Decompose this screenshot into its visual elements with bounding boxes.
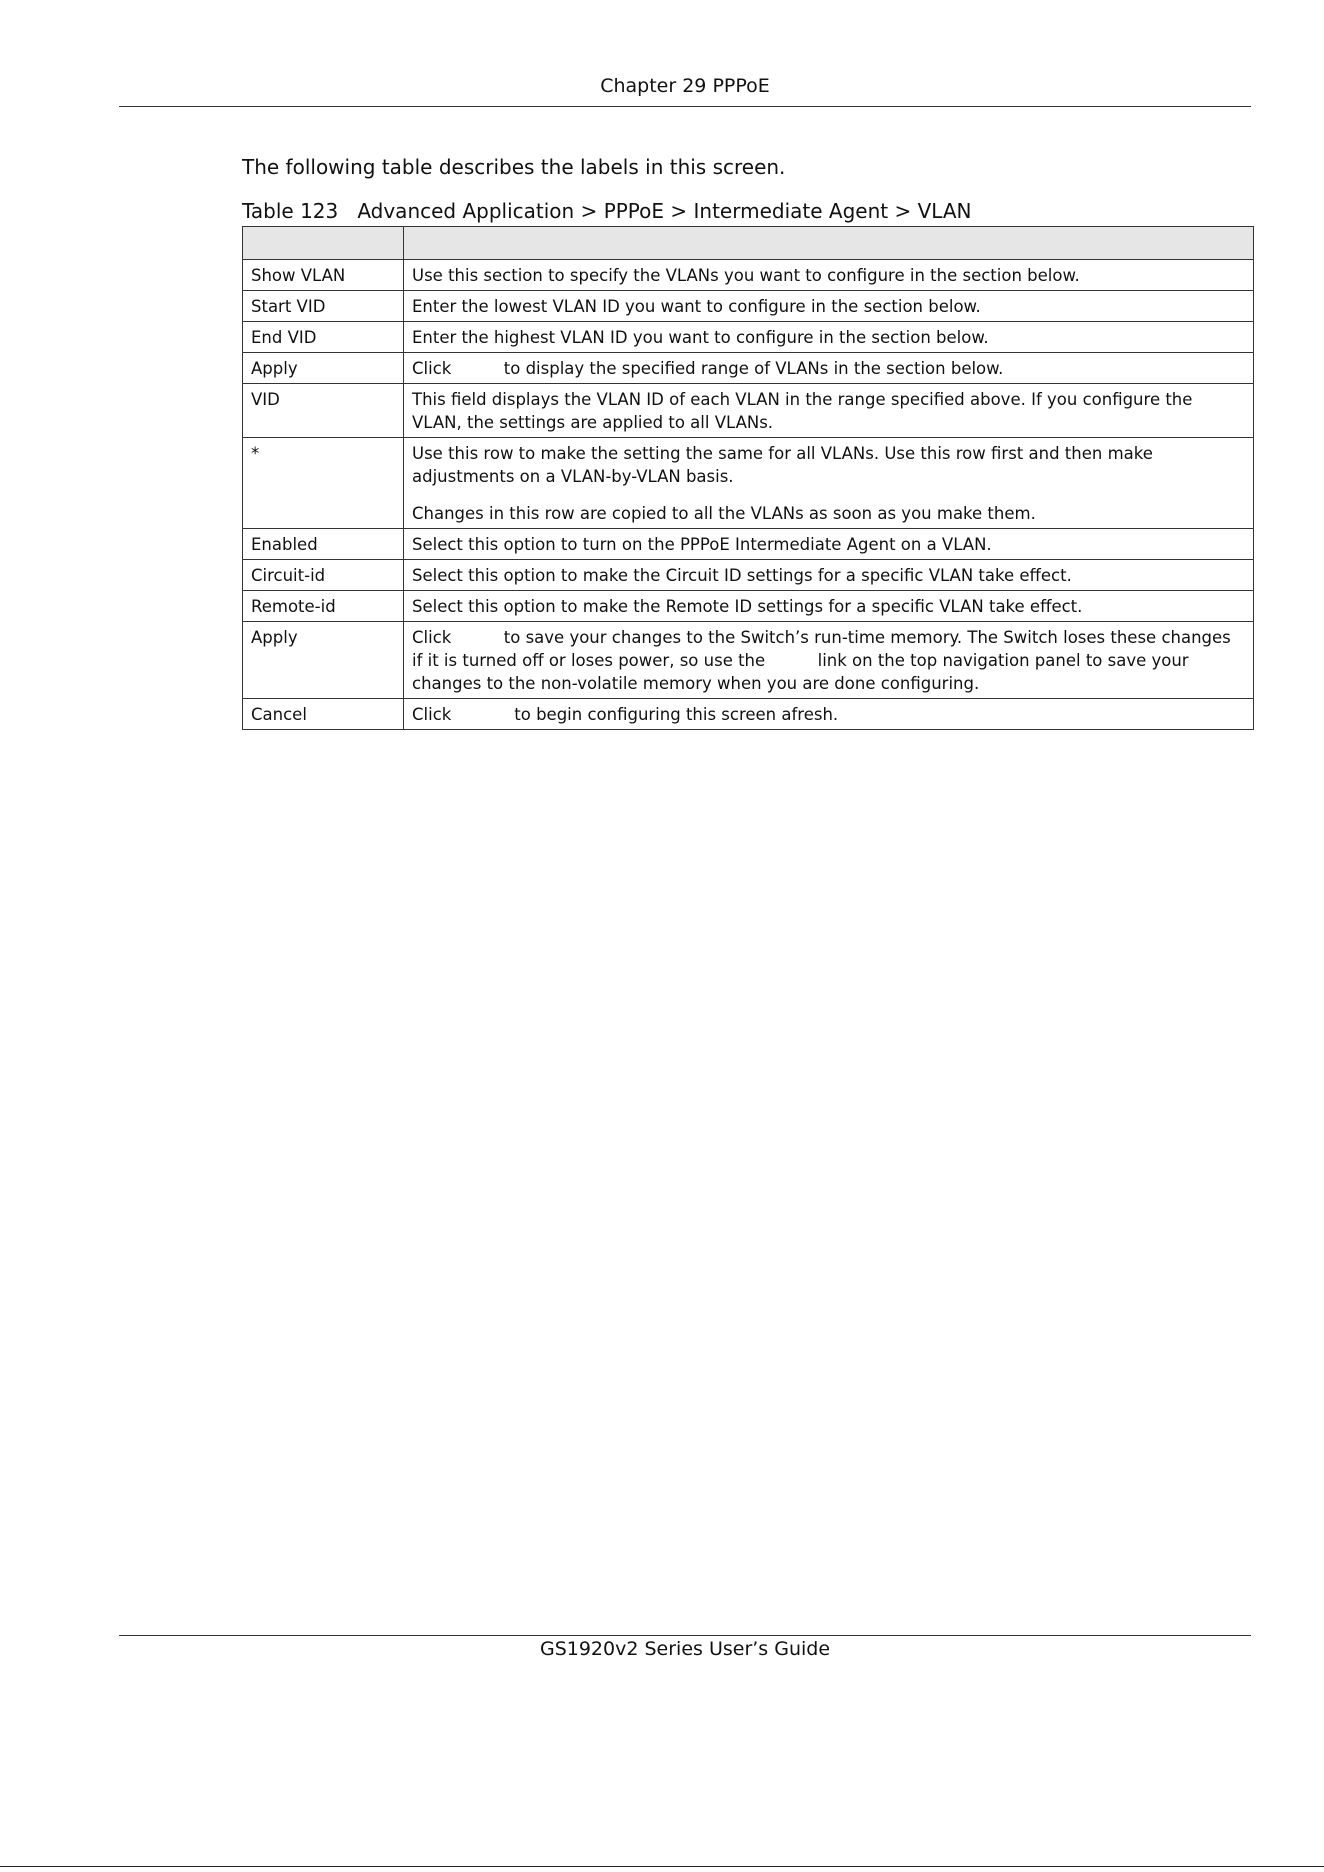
page-header-title: Chapter 29 PPPoE	[600, 75, 770, 97]
row-description	[404, 353, 1254, 384]
row-description	[404, 622, 1254, 699]
table-caption: Table 123 Advanced Application > PPPoE > Intermediate Agent > VLAN	[242, 199, 972, 223]
description-paragraph: Select this option to turn on the PPPoE Intermediate Agent on a VLAN.	[412, 535, 992, 554]
footer-divider	[119, 1635, 1251, 1636]
labels-description-table	[242, 226, 1254, 730]
table-row	[243, 438, 1254, 529]
table-row	[243, 291, 1254, 322]
row-label: Remote-id	[243, 591, 404, 622]
description-paragraph: Enter the lowest VLAN ID you want to configure in the section below.	[412, 297, 981, 316]
table-row	[243, 591, 1254, 622]
description-paragraph: Click to save your changes to the Switch’s run-time memory. The Switch loses these changes if it is turned off or loses power, so use the link on the top navigation panel to save your changes to the non-volatile memory when you are done configuring.	[412, 628, 1237, 693]
row-label: Show VLAN	[243, 260, 404, 291]
page-bottom-edge	[0, 1866, 1324, 1867]
intro-paragraph: The following table describes the labels in this screen.	[242, 155, 786, 179]
description-paragraph: This field displays the VLAN ID of each VLAN in the range specified above. If you configure the VLAN, the settings are applied to all VLANs.	[412, 390, 1198, 432]
description-paragraph: Enter the highest VLAN ID you want to configure in the section below.	[412, 328, 989, 347]
row-description	[404, 699, 1254, 730]
label-column-header	[243, 227, 404, 260]
table-row	[243, 353, 1254, 384]
table-row	[243, 384, 1254, 438]
row-label: End VID	[243, 322, 404, 353]
table-body	[243, 260, 1254, 730]
row-description	[404, 384, 1254, 438]
table-row	[243, 260, 1254, 291]
row-description	[404, 322, 1254, 353]
row-label: Start VID	[243, 291, 404, 322]
description-paragraph: Changes in this row are copied to all the VLANs as soon as you make them.	[412, 504, 1036, 523]
description-paragraph: Click to display the specified range of VLANs in the section below.	[412, 359, 1004, 378]
description-paragraph: Use this section to specify the VLANs you want to configure in the section below.	[412, 266, 1080, 285]
table-header-row	[243, 227, 1254, 260]
row-description	[404, 591, 1254, 622]
row-label: Cancel	[243, 699, 404, 730]
table-row	[243, 560, 1254, 591]
header-divider	[119, 106, 1251, 107]
description-paragraph: Use this row to make the setting the same for all VLANs. Use this row first and then make adjustments on a VLAN-by-VLAN basis.	[412, 444, 1159, 486]
row-description	[404, 291, 1254, 322]
row-description	[404, 560, 1254, 591]
row-label: Circuit-id	[243, 560, 404, 591]
description-paragraph: Select this option to make the Remote ID settings for a specific VLAN take effect.	[412, 597, 1083, 616]
table-row	[243, 529, 1254, 560]
row-description	[404, 260, 1254, 291]
table-row	[243, 699, 1254, 730]
row-label: *	[243, 438, 404, 529]
table-row	[243, 622, 1254, 699]
description-paragraph: Select this option to make the Circuit ID settings for a specific VLAN take effect.	[412, 566, 1072, 585]
page-footer-title: GS1920v2 Series User’s Guide	[539, 1638, 831, 1660]
description-paragraph: Click to begin configuring this screen afresh.	[412, 705, 839, 724]
row-label: VID	[243, 384, 404, 438]
row-label: Enabled	[243, 529, 404, 560]
row-label: Apply	[243, 622, 404, 699]
row-description	[404, 529, 1254, 560]
table-row	[243, 322, 1254, 353]
row-label: Apply	[243, 353, 404, 384]
description-column-header	[404, 227, 1254, 260]
row-description	[404, 438, 1254, 529]
